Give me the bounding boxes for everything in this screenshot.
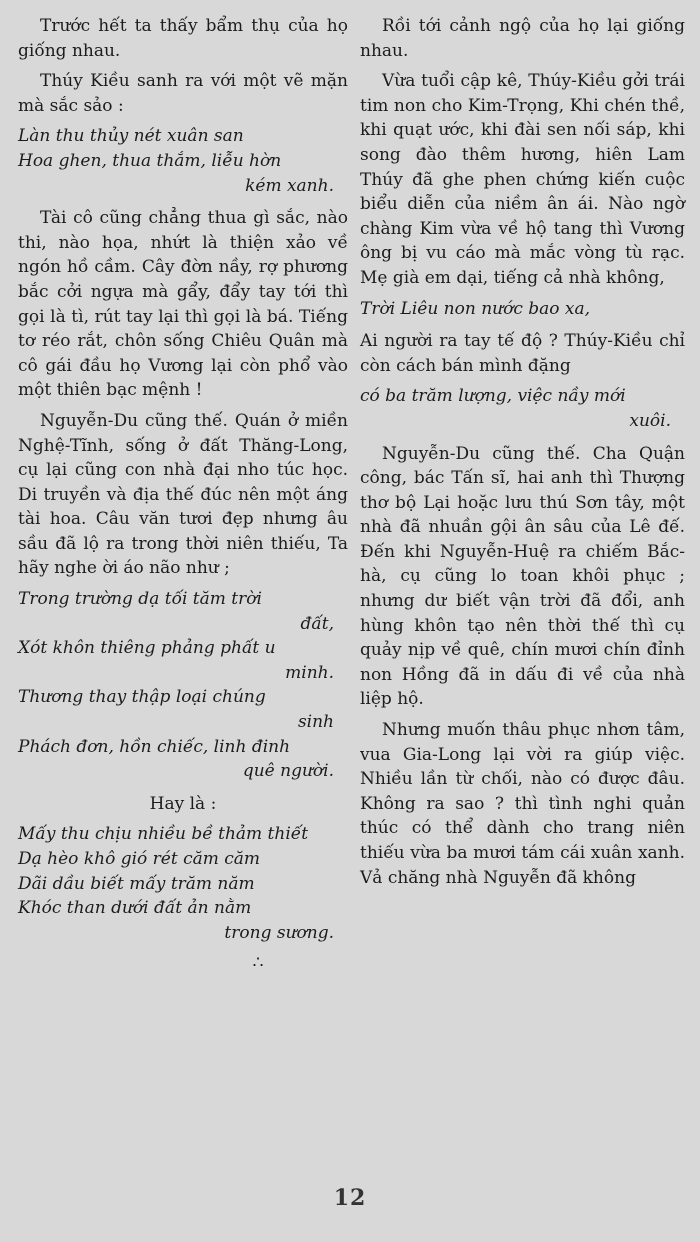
verse-line: Hoa ghen, thua thắm, liễu hờn: [18, 150, 282, 171]
verse-line: xuôi.: [629, 410, 671, 431]
paragraph: Thúy Kiều sanh ra với một vẽ mặn mà sắc sảo :: [18, 71, 348, 116]
paragraph: Nhưng muốn thâu phục nhơn tâm, vua Gia-Long lại vời ra giúp việc. Nhiều lần từ chối, nào có được đâu. Không ra sao ? thì tình nghi quản thúc có thể dành cho trang niên thiếu vừa ba mươi tám cái xuân xanh. Vả chăng nhà Nguyễn đã không: [360, 720, 685, 888]
verse-quote: [18, 822, 348, 945]
verse-line: Khóc than dưới đất ản nằm: [18, 898, 252, 919]
verse-quote: [360, 384, 685, 433]
verse-line: đất,: [300, 613, 334, 634]
verse-line: có ba trăm lượng, việc nầy mới: [360, 386, 626, 407]
verse-line: Mấy thu chịu nhiều bề thảm thiết: [18, 824, 309, 845]
verse-quote: [360, 297, 685, 322]
paragraph: Nguyễn-Du cũng thế. Quán ở miền Nghệ-Tĩnh, sống ở đất Thăng-Long, cụ lại cũng con nhà đại nho túc học. Di truyền và địa thế đúc nên một áng tài hoa. Câu văn tươi đẹp nhưng âu sầu đã lộ ra trong thời niên thiếu, Ta hãy nghe ời áo não như ;: [18, 410, 348, 579]
verse-line: Dạ hèo khô gió rét căm căm: [18, 849, 261, 869]
hay-la-label: Hay là :: [149, 793, 217, 814]
paragraph: Rồi tới cảnh ngộ của họ lại giống nhau.: [360, 16, 685, 61]
verse-line: sinh: [297, 712, 334, 733]
verse-line: minh.: [285, 662, 334, 683]
verse-line: Trong trường dạ tối tăm trời: [18, 589, 262, 610]
paragraph: Trước hết ta thấy bẩm thụ của họ giống nhau.: [18, 16, 348, 61]
verse-line: quê người.: [242, 761, 334, 782]
page-number: 12: [333, 1185, 367, 1211]
verse-line: Trời Liêu non nước bao xa,: [360, 298, 591, 319]
verse-quote: [18, 587, 348, 784]
verse-quote: [18, 124, 348, 198]
right-column: [360, 14, 685, 896]
verse-line: Xót khôn thiêng phảng phất u: [18, 638, 276, 659]
paragraph: Ai người ra tay tế độ ? Thúy-Kiều chỉ còn cách bán mình đặng: [360, 331, 685, 376]
verse-line: Phách đơn, hồn chiếc, linh đinh: [18, 736, 291, 757]
ornament-mark: ∴: [252, 953, 264, 974]
verse-line: kém xanh.: [245, 175, 334, 196]
verse-line: trong sương.: [224, 922, 334, 943]
verse-line: Làn thu thủy nét xuân san: [18, 126, 244, 147]
paragraph: Vừa tuổi cập kê, Thúy-Kiều gởi trái tim non cho Kim-Trọng, Khi chén thề, khi quạt ước, khi đài sen nối sáp, khi song đào thêm hương, hiên Lam Thúy đã ghe phen chứng kiến cuộc biểu diễn của niềm ân ái. Nào ngờ chàng Kim vừa về hộ tang thì Vương ông bị vu cáo mà mắc vòng tù rạc. Mẹ già em dại, tiếng cả nhà không,: [360, 71, 685, 288]
paragraph: Tài cô cũng chẳng thua gì sắc, nào thi, nào họa, nhứt là thiện xảo về ngón hồ cầm. Cây đờn nầy, rợ phương bắc cởi ngựa mà gẩy, đẩy tay tới thì gọi là tì, rút tay lại thì gọi là bá. Tiếng tơ réo rắt, chôn sống Chiêu Quân mà cô gái đầu họ Vương lại còn phổ vào một thiên bạc mệnh !: [18, 208, 348, 401]
verse-line: Dãi dầu biết mấy trăm năm: [18, 873, 255, 894]
paragraph: Nguyễn-Du cũng thế. Cha Quận công, bác Tấn sĩ, hai anh thì Thượng thơ bộ Lại hoặc lưu thú Sơn tây, một nhà đã nhuần gội ân sâu của Lê đế. Đến khi Nguyễn-Huệ ra chiếm Bắc-hà, cụ cũng lo toan khôi phục ; nhưng dư biết vận trời đã đổi, anh hùng khôn tạo nên thời thế thì cụ quảy nịp về quê, chín mươi chín đỉnh non Hồng đã in dấu đi về của nhà liệp hộ.: [360, 443, 685, 710]
verse-line: Thương thay thập loại chúng: [18, 687, 266, 708]
left-column: [18, 14, 348, 973]
